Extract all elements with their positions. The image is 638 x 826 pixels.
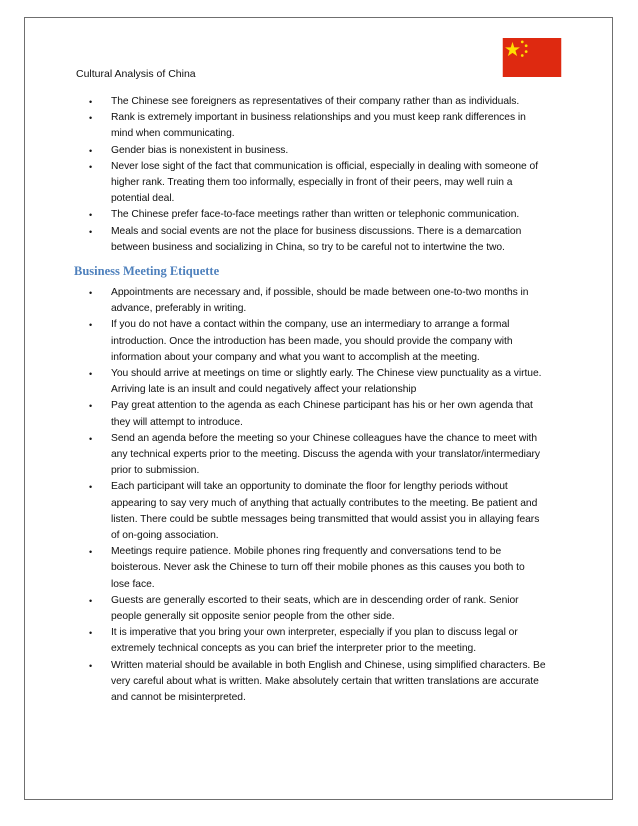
list-item: • Each participant will take an opportunity to dominate the floor for lengthy periods without appearing to say very much of anything that actually contributes to the meeting. Be patient and listen. There could be subtle messages being transmitted that would assist you in allaying fears of on-going association. — [89, 481, 540, 542]
bullet-icon: • — [89, 113, 93, 124]
bullet-icon: • — [89, 401, 93, 412]
list-item: • The Chinese prefer face-to-face meetings rather than written or telephonic communication. — [76, 207, 546, 223]
bullet-icon: • — [89, 547, 93, 558]
bullet-icon: • — [89, 226, 93, 237]
meeting-etiquette-bullet-list — [76, 285, 546, 706]
bullet-icon: • — [89, 595, 93, 606]
list-item: • Guests are generally escorted to their seats, which are in descending order of rank. Senior people generally sit opposite senior people from the other side. — [89, 594, 519, 623]
bullet-icon: • — [89, 482, 93, 493]
china-flag-icon — [501, 38, 563, 77]
bullet-icon: • — [89, 628, 93, 639]
document-title: Cultural Analysis of China — [76, 68, 196, 80]
bullet-icon: • — [89, 97, 93, 107]
list-item: • The Chinese see foreigners as representatives of their company rather than as individuals. — [76, 94, 546, 110]
list-item: • Never lose sight of the fact that communication is official, especially in dealing with someone of higher rank. Treating them too informally, especially in front of their peers, may well ruin a potential deal. — [89, 160, 539, 205]
bullet-icon: • — [89, 433, 93, 444]
bullet-icon: • — [89, 161, 93, 172]
list-item: • You should arrive at meetings on time or slightly early. The Chinese view punctuality as a virtue. Arriving late is an insult and could negatively affect your relationship — [89, 368, 542, 396]
list-item: • Appointments are necessary and, if possible, should be made between one-to-two months in advance, preferably in writing. — [89, 287, 529, 315]
list-item: • Meetings require patience. Mobile phones ring frequently and conversations tend to be boisterous. Never ask the Chinese to turn off their mobile phones as this causes you both to lose face. — [89, 546, 525, 590]
bullet-icon: • — [89, 145, 93, 156]
list-item: • Rank is extremely important in business relationships and you must keep rank differences in mind when communicating. — [89, 112, 526, 140]
list-item: • Written material should be available in both English and Chinese, using simplified characters. Be very careful about what is written. Make absolutely certain that written translations are accurate and cannot be misinterpreted. — [89, 659, 546, 704]
section-heading: Business Meeting Etiquette — [74, 264, 220, 278]
bullet-icon: • — [89, 660, 93, 671]
bullet-icon: • — [89, 288, 93, 298]
list-item: • Pay great attention to the agenda as each Chinese participant has his or her own agenda that they will attempt to introduce. — [89, 400, 533, 428]
list-item: • Gender bias is nonexistent in business. — [76, 143, 546, 159]
list-item: • Send an agenda before the meeting so your Chinese colleagues have the chance to meet with any technical experts prior to the meeting. Discuss the agenda with your translator/intermediary prior to submission. — [89, 432, 541, 477]
intro-bullet-list — [76, 94, 546, 256]
list-item: • It is imperative that you bring your own interpreter, especially if you plan to discuss legal or extremely technical concepts as you can brief the interpreter prior to the meeting. — [89, 627, 518, 655]
list-item: • If you do not have a contact within the company, use an intermediary to arrange a formal introduction. Once the introduction has been made, you should provide the company with information about your company and what you want to accomplish at the meeting. — [89, 319, 513, 363]
bullet-icon: • — [89, 320, 93, 331]
list-item: • Meals and social events are not the place for business discussions. There is a demarcation between business and socializing in China, so try to be careful not to intertwine the two. — [89, 225, 522, 253]
bullet-icon: • — [89, 210, 93, 221]
bullet-icon: • — [89, 369, 93, 380]
